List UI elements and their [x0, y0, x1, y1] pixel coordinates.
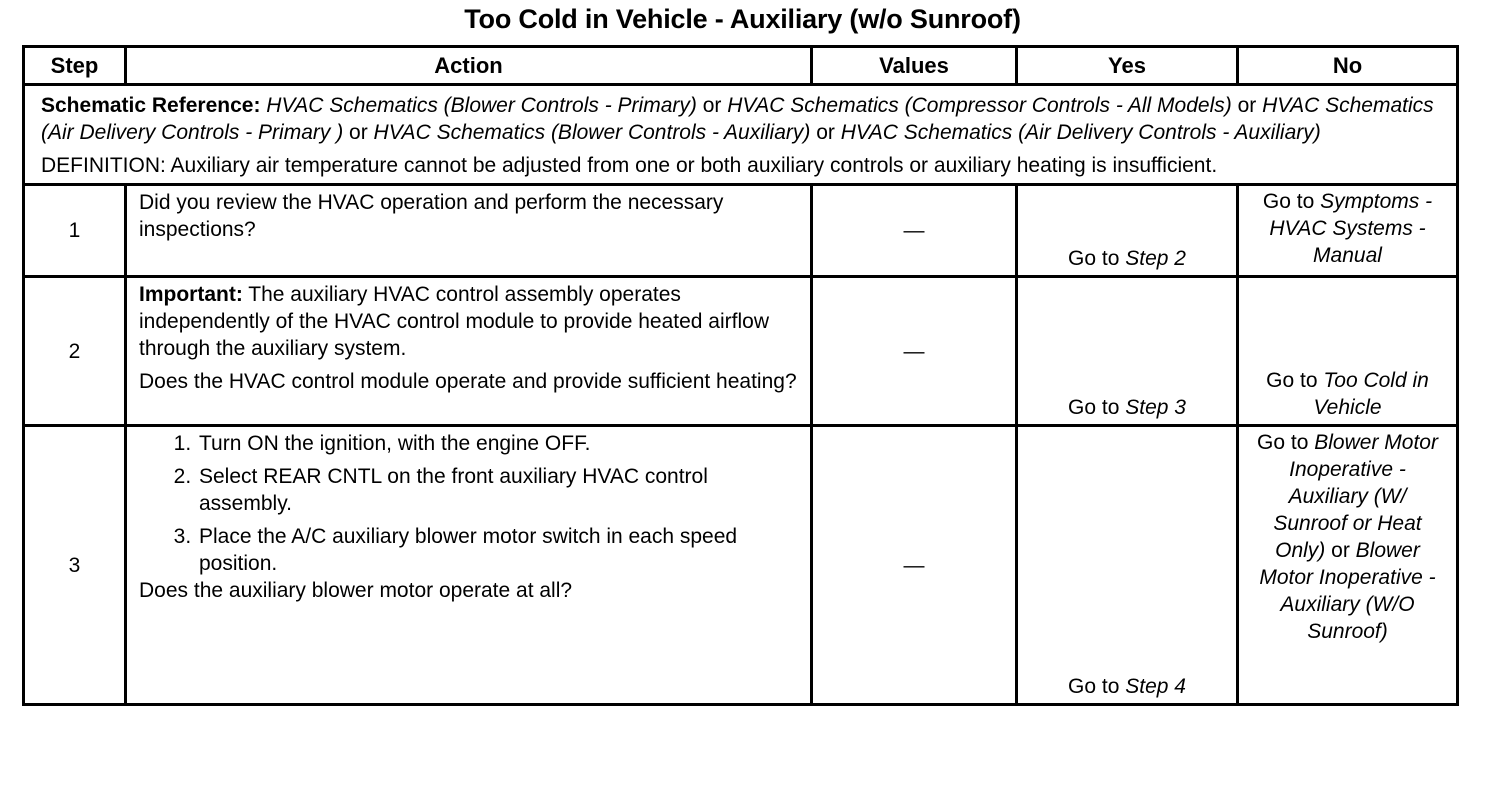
action-question: Did you review the HVAC operation and perform the necessary inspections? [139, 191, 724, 241]
action-cell [126, 277, 812, 426]
no-cell [1238, 277, 1458, 426]
schematic-reference-label: Schematic Reference: [41, 94, 261, 117]
schematic-ref-1: HVAC Schematics (Blower Controls - Primary) [260, 94, 697, 117]
action-question: Does the HVAC control module operate and provide sufficient heating? [139, 370, 797, 393]
substep: 2. Select REAR CNTL on the front auxiliary HVAC control assembly. [197, 463, 800, 517]
schematic-or: or [810, 121, 841, 144]
yes-prefix: Go to [1068, 396, 1126, 419]
step-number: 3 [24, 426, 126, 705]
no-prefix: Go to [1257, 431, 1315, 454]
header-values: Values [812, 47, 1017, 85]
no-prefix: Go to [1262, 190, 1321, 213]
diagnostic-table [22, 45, 1459, 706]
header-yes: Yes [1017, 47, 1238, 85]
action-cell [126, 426, 812, 705]
yes-link[interactable]: Step 3 [1125, 396, 1186, 419]
action-question: Does the auxiliary blower motor operate at all? [139, 579, 573, 602]
important-label: Important: [139, 283, 243, 306]
schematic-reference [41, 92, 1444, 146]
no-link[interactable]: Too Cold in Vehicle [1313, 369, 1429, 419]
value-cell: — [812, 426, 1017, 705]
yes-link[interactable]: Step 2 [1125, 247, 1186, 270]
header-action: Action [126, 47, 812, 85]
yes-prefix: Go to [1068, 247, 1126, 270]
yes-prefix: Go to [1068, 675, 1126, 698]
yes-cell [1017, 277, 1238, 426]
document-title: Too Cold in Vehicle - Auxiliary (w/o Sunroof) [464, 4, 1021, 34]
table-row-step-2 [24, 277, 1458, 426]
schematic-ref-4: HVAC Schematics (Blower Controls - Auxiliary) [373, 121, 811, 144]
info-cell [24, 85, 1458, 185]
important-note [139, 281, 800, 362]
table-row-step-3 [24, 426, 1458, 705]
no-link[interactable]: Blower Motor Inoperative - Auxiliary (W/ Sunroof or Heat Only) [1273, 431, 1438, 562]
no-or: or [1325, 539, 1356, 562]
no-prefix: Go to [1266, 369, 1324, 392]
header-row [24, 47, 1458, 85]
definition: DEFINITION: Auxiliary air temperature cannot be adjusted from one or both auxiliary controls or auxiliary heating is insufficient. [41, 154, 1218, 177]
schematic-or: or [343, 121, 374, 144]
yes-cell [1017, 185, 1238, 277]
substep: 1. Turn ON the ignition, with the engine OFF. [197, 430, 800, 457]
header-step: Step [24, 47, 126, 85]
important-text: The auxiliary HVAC control assembly operates independently of the HVAC control module to provide heated airflow through the auxiliary system. [139, 283, 769, 360]
schematic-ref-2: HVAC Schematics (Compressor Controls - All Models) [727, 94, 1232, 117]
no-cell [1238, 426, 1458, 705]
schematic-ref-5: HVAC Schematics (Air Delivery Controls - Auxiliary) [840, 121, 1321, 144]
schematic-or: or [1231, 94, 1263, 117]
step-number: 1 [24, 185, 126, 277]
value-cell: — [812, 185, 1017, 277]
no-link[interactable]: Symptoms - HVAC Systems - Manual [1269, 190, 1433, 267]
value-cell: — [812, 277, 1017, 426]
no-link-2[interactable]: Blower Motor Inoperative - Auxiliary (W/O Sunroof) [1259, 539, 1436, 643]
yes-cell [1017, 426, 1238, 705]
substep-list [139, 430, 800, 577]
schematic-ref-3: HVAC Schematics (Air Delivery Controls - Primary ) [41, 94, 1434, 144]
info-row [24, 85, 1458, 185]
header-no: No [1238, 47, 1458, 85]
table-row-step-1 [24, 185, 1458, 277]
action-cell [126, 185, 812, 277]
no-cell [1238, 185, 1458, 277]
substep: 3. Place the A/C auxiliary blower motor switch in each speed position. [197, 523, 800, 577]
step-number: 2 [24, 277, 126, 426]
yes-link[interactable]: Step 4 [1125, 675, 1186, 698]
schematic-or: or [696, 94, 728, 117]
